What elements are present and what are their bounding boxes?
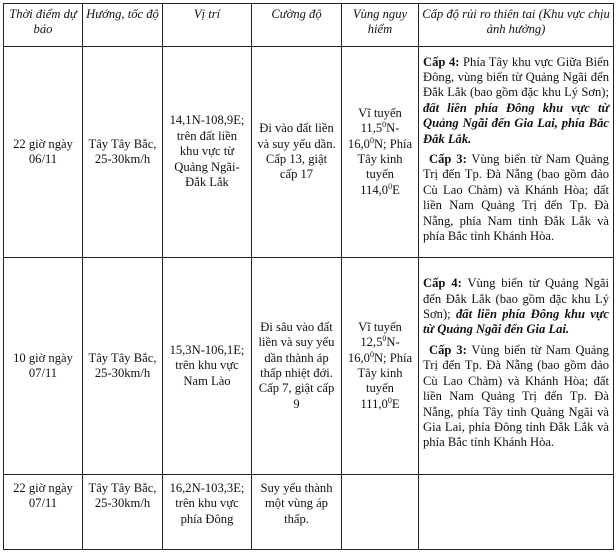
zone-lon-end: E <box>392 182 400 197</box>
cell-risk-level <box>419 258 614 475</box>
table-row <box>4 258 614 475</box>
degree-mark: 0 <box>369 135 374 145</box>
zone-lat-mid: N-16,0 <box>347 335 400 365</box>
cell-position: 16,2N-103,3E; trên khu vực phía Đông <box>163 475 252 550</box>
zone-lon-prefix: Phía Tây kinh tuyến 111,0 <box>357 350 413 411</box>
intensity-level: Cấp 7, giật cấp 9 <box>258 381 335 411</box>
cell-intensity: Suy yếu thành một vùng áp thấp. <box>252 475 342 550</box>
risk-level-4 <box>423 276 609 338</box>
header-danger-zone: Vùng nguy hiểm <box>342 4 419 47</box>
storm-forecast-table <box>3 3 614 550</box>
degree-mark: 0 <box>369 349 374 359</box>
zone-lat-prefix: Vĩ tuyến 12,5 <box>358 319 402 350</box>
header-row <box>4 4 614 47</box>
header-risk-level: Cấp độ rủi ro thiên tai (Khu vực chịu ảnh hưởng) <box>419 4 614 47</box>
degree-mark: 0 <box>382 120 387 129</box>
level-4-label: Cấp 4: <box>423 54 460 69</box>
zone-lon-prefix: Phía Tây kinh tuyến 114,0 <box>357 136 413 197</box>
intensity-level: Cấp 13, giật cấp 17 <box>265 152 328 182</box>
header-position: Vị trí <box>163 4 252 47</box>
zone-lat-mid: N-16,0 <box>347 121 400 151</box>
level-3-label: Cấp 3: <box>429 152 467 166</box>
cell-time: 10 giờ ngày 07/11 <box>4 258 83 475</box>
intensity-text: Đi vào đất liền và suy yếu dần. <box>257 121 336 151</box>
table-row <box>4 475 614 550</box>
level-3-text: Vùng biển từ Nam Quảng Trị đến Tp. Đà Nẵng (bao gồm đảo Cù Lao Chàm) và Khánh Hòa; đất liền Nam Quảng Trị đến Tp. Đà Nẵng, phía Nam tỉnh Đắk Lắk và phía Bắc tỉnh Khánh Hòa. <box>423 152 609 244</box>
table-row <box>4 47 614 258</box>
header-intensity: Cường độ <box>252 4 342 47</box>
level-4-emphasis: đất liền phía Đông khu vực từ Quảng Ngãi đến Gia Lai. <box>423 307 609 337</box>
cell-direction: Tây Tây Bắc, 25-30km/h <box>83 258 163 475</box>
cell-position: 15,3N-106,1E; trên khu vực Nam Lào <box>163 258 252 475</box>
cell-danger-zone <box>342 258 419 475</box>
cell-direction: Tây Tây Bắc, 25-30km/h <box>83 47 163 258</box>
risk-level-3 <box>423 343 609 451</box>
cell-time: 22 giờ ngày 07/11 <box>4 475 83 550</box>
header-time: Thời điểm dự báo <box>4 4 83 47</box>
level-4-label: Cấp 4: <box>423 276 462 291</box>
risk-level-4 <box>423 55 609 147</box>
level-4-text: Phía Tây khu vực Giữa Biển Đông, vùng biển từ Quảng Ngãi đến Đắk Lắk (bao gồm đặc khu Lý Sơn); <box>423 54 609 100</box>
cell-risk-level <box>419 475 614 550</box>
zone-lat-end: N; <box>373 136 387 151</box>
degree-mark: 0 <box>382 334 387 343</box>
cell-direction: Tây Tây Bắc, 25-30km/h <box>83 475 163 550</box>
intensity-text: Đi sâu vào đất liền và suy yếu dần thành áp thấp nhiệt đới. <box>258 319 335 380</box>
cell-position: 14,1N-108,9E; trên đất liền khu vực từ Quảng Ngãi-Đắk Lắk <box>163 47 252 258</box>
cell-intensity <box>252 258 342 475</box>
cell-risk-level <box>419 47 614 258</box>
cell-danger-zone <box>342 47 419 258</box>
zone-lon-end: E <box>391 396 400 411</box>
risk-level-3 <box>423 152 609 244</box>
cell-danger-zone <box>342 475 419 550</box>
level-4-text: Vùng biển từ Quảng Ngãi đến Đắk Lắk (bao gồm đặc khu Lý Sơn); <box>423 276 609 322</box>
degree-mark: 0 <box>387 395 392 405</box>
zone-lat-end: N; <box>373 350 387 365</box>
level-3-text: Vùng biển từ Nam Quảng Trị đến Tp. Đà Nẵng (bao gồm đảo Cù Lao Chàm) và Khánh Hòa; đất liền Nam Quảng Trị đến Tp. Đà Nẵng, phía Tây tỉnh Quảng Ngãi và Gia Lai, phía Đông tỉnh Đắk Lắk và phía Bắc tỉnh Khánh Hòa. <box>423 342 609 450</box>
level-3-label: Cấp 3: <box>429 342 467 357</box>
degree-mark: 0 <box>388 181 393 191</box>
cell-time: 22 giờ ngày 06/11 <box>4 47 83 258</box>
zone-lat-prefix: Vĩ tuyến 11,5 <box>358 105 402 136</box>
cell-intensity <box>252 47 342 258</box>
header-direction: Hướng, tốc độ <box>83 4 163 47</box>
level-4-emphasis: đất liền phía Đông khu vực từ Quảng Ngãi đến Gia Lai, phía Bắc Đắk Lắk. <box>423 100 609 146</box>
